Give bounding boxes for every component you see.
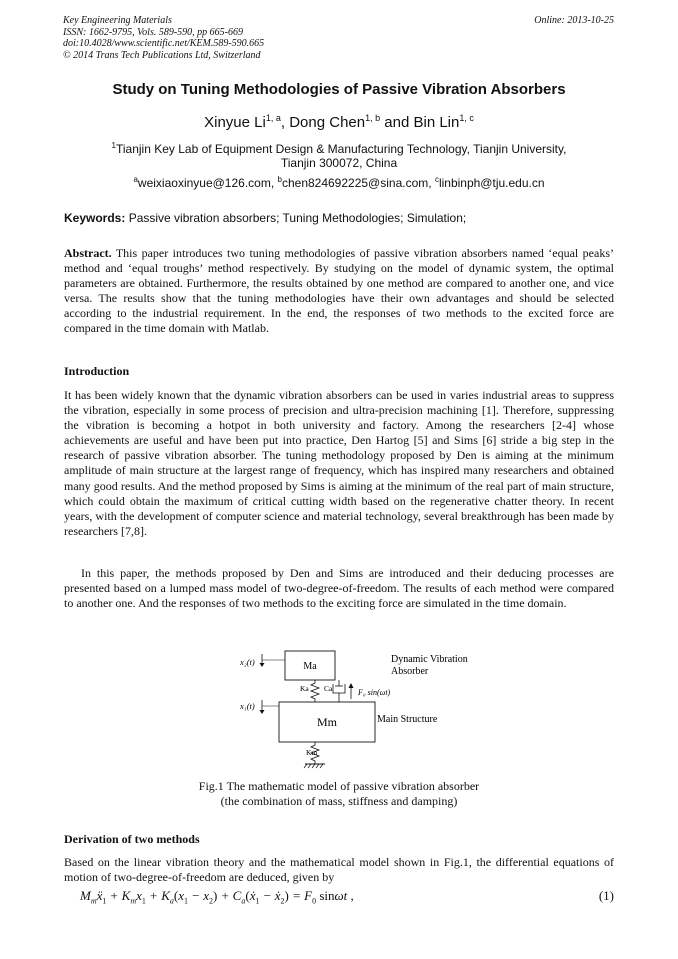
main-mass-label: Mm <box>316 715 338 729</box>
x1-arrow-head <box>260 710 265 714</box>
author-sup: 1, c <box>459 113 474 123</box>
label-ca: Ca <box>324 684 333 693</box>
email-address: chen824692225@sina.com <box>281 176 429 190</box>
email-address: linbinph@tju.edu.cn <box>438 176 545 190</box>
equation-number: (1) <box>598 888 614 903</box>
label-km: Km <box>306 748 318 757</box>
section-heading: Derivation of two methods <box>64 832 200 846</box>
author-sup: 1, b <box>365 113 381 123</box>
email-sup: c <box>434 175 439 184</box>
author-separator: , <box>280 114 290 131</box>
vibration-absorber-diagram <box>228 646 490 776</box>
abstract <box>64 246 614 337</box>
email-sup: b <box>277 175 282 184</box>
equation-body: $M_mẍ_1 + K_mx_1 + K_a(x_1 - x_2)$ + $C_a(ẋ_1$ − $ẋ_2) = F_0$ sinωt , <box>80 888 354 906</box>
journal-doi: doi:10.4028/www.scientific.net/KEM.589-590.665 <box>63 38 265 49</box>
affiliation-line: Tianjin Key Lab of Equipment Design & Manufacturing Technology, Tianjin University, <box>115 142 567 156</box>
absorber-spring-ka <box>311 680 319 702</box>
email-sup: a <box>133 175 138 184</box>
force-label: F₀ sin(ωt) <box>358 688 391 697</box>
label-x1: x₁(t) <box>240 701 255 711</box>
section-heading: Introduction <box>64 364 130 378</box>
x2-arrow-head <box>260 663 265 667</box>
affiliation <box>90 139 588 170</box>
affiliation-sup: 1 <box>111 141 116 150</box>
paragraph: In this paper, the methods proposed by Den and Sims are introduced and their deducing processes are presented based on a lumped mass model of two-degree-of-freedom. The results of each method were compared to another one. And the responses of two methods to the exciting force are simulated in the time domain. <box>64 566 614 611</box>
keywords-text: Passive vibration absorbers; Tuning Methodologies; Simulation; <box>125 211 467 225</box>
author-name: Xinyue Li <box>204 114 266 131</box>
absorber-label: Absorber <box>391 666 429 677</box>
label-x2: x₂(t) <box>240 657 255 667</box>
main-structure-label: Main Structure <box>377 714 438 725</box>
caption-line: Fig.1 The mathematic model of passive vibration absorber <box>198 779 480 793</box>
email-separator: , <box>270 176 278 190</box>
author-name: Dong Chen <box>289 114 366 131</box>
abstract-text: This paper introduces two tuning methodologies of passive vibration absorbers named ‘equal peaks’ method and ‘equal troughs’ method respectively. By studying on the model of dynamic system, the optimal parameters are obtained. Furthermore, the results obtained by one method are compared to another one, and vice versa. The results show that the tuning methodologies have their own advantages and should be selected according to the industrial requirement. In the end, the responses of two methods to the excited force are compared in the time domain with Matlab. <box>64 246 614 336</box>
absorber-mass-label: Ma <box>303 661 317 672</box>
author-name: Bin Lin <box>413 114 460 131</box>
figure-caption <box>0 779 678 809</box>
email-address: weixiaoxinyue@126.com <box>137 176 271 190</box>
caption-line: (the combination of mass, stiffness and damping) <box>220 794 458 808</box>
equation-1 <box>80 888 614 906</box>
affiliation-line: Tianjin 300072, China <box>280 156 398 170</box>
label-ka: Ka <box>300 684 309 693</box>
absorber-label: Dynamic Vibration <box>391 654 468 665</box>
email-line <box>0 175 678 190</box>
keywords <box>64 211 616 225</box>
journal-copyright: © 2014 Trans Tech Publications Ltd, Switzerland <box>63 49 261 61</box>
author-line <box>0 113 678 131</box>
journal-issn: ISSN: 1662-9795, Vols. 589-590, pp 665-669 <box>63 26 243 38</box>
ground-hatch <box>304 764 323 768</box>
force-arrow-head <box>349 683 354 688</box>
online-date: Online: 2013-10-25 <box>534 15 614 26</box>
email-separator: , <box>428 176 435 190</box>
paper-title: Study on Tuning Methodologies of Passive Vibration Absorbers <box>112 81 566 98</box>
paragraph: Based on the linear vibration theory and the mathematical model shown in Fig.1, the differential equations of motion of two-degree-of-freedom are deduced, given by <box>64 855 614 885</box>
keywords-label: Keywords: <box>64 211 126 225</box>
abstract-label: Abstract. <box>64 246 112 260</box>
paragraph: It has been widely known that the dynamic vibration absorbers can be used in varies industrial areas to suppress the vibration, especially in some process of precision and ultra-precision machining [1]. Therefore, suppressing the vibration is becoming a hotpot in both university and factory. Among the researchers [2-4] whose achievements are useful and have been put into practice, Den Hartog [5] and Sims [6] stride a big step in the research of passive vibration absorber. The tuning methodology proposed by Den is aiming at the minimum amplitude of main structure at the largest range of frequency, which has inspired many researchers and obtained many good results. And the method proposed by Sims is aiming at the minimum of the real part of main structure, which could obtain the maximum of critical cutting width based on the regenerative chatter theory. In recent years, with the development of computer science and material technology, several breakthrough has been made by researchers [7,8]. <box>64 388 614 538</box>
author-conjunction: and <box>380 114 414 131</box>
author-sup: 1, a <box>265 113 281 123</box>
journal-header <box>63 15 264 61</box>
journal-name: Key Engineering Materials <box>63 15 172 26</box>
